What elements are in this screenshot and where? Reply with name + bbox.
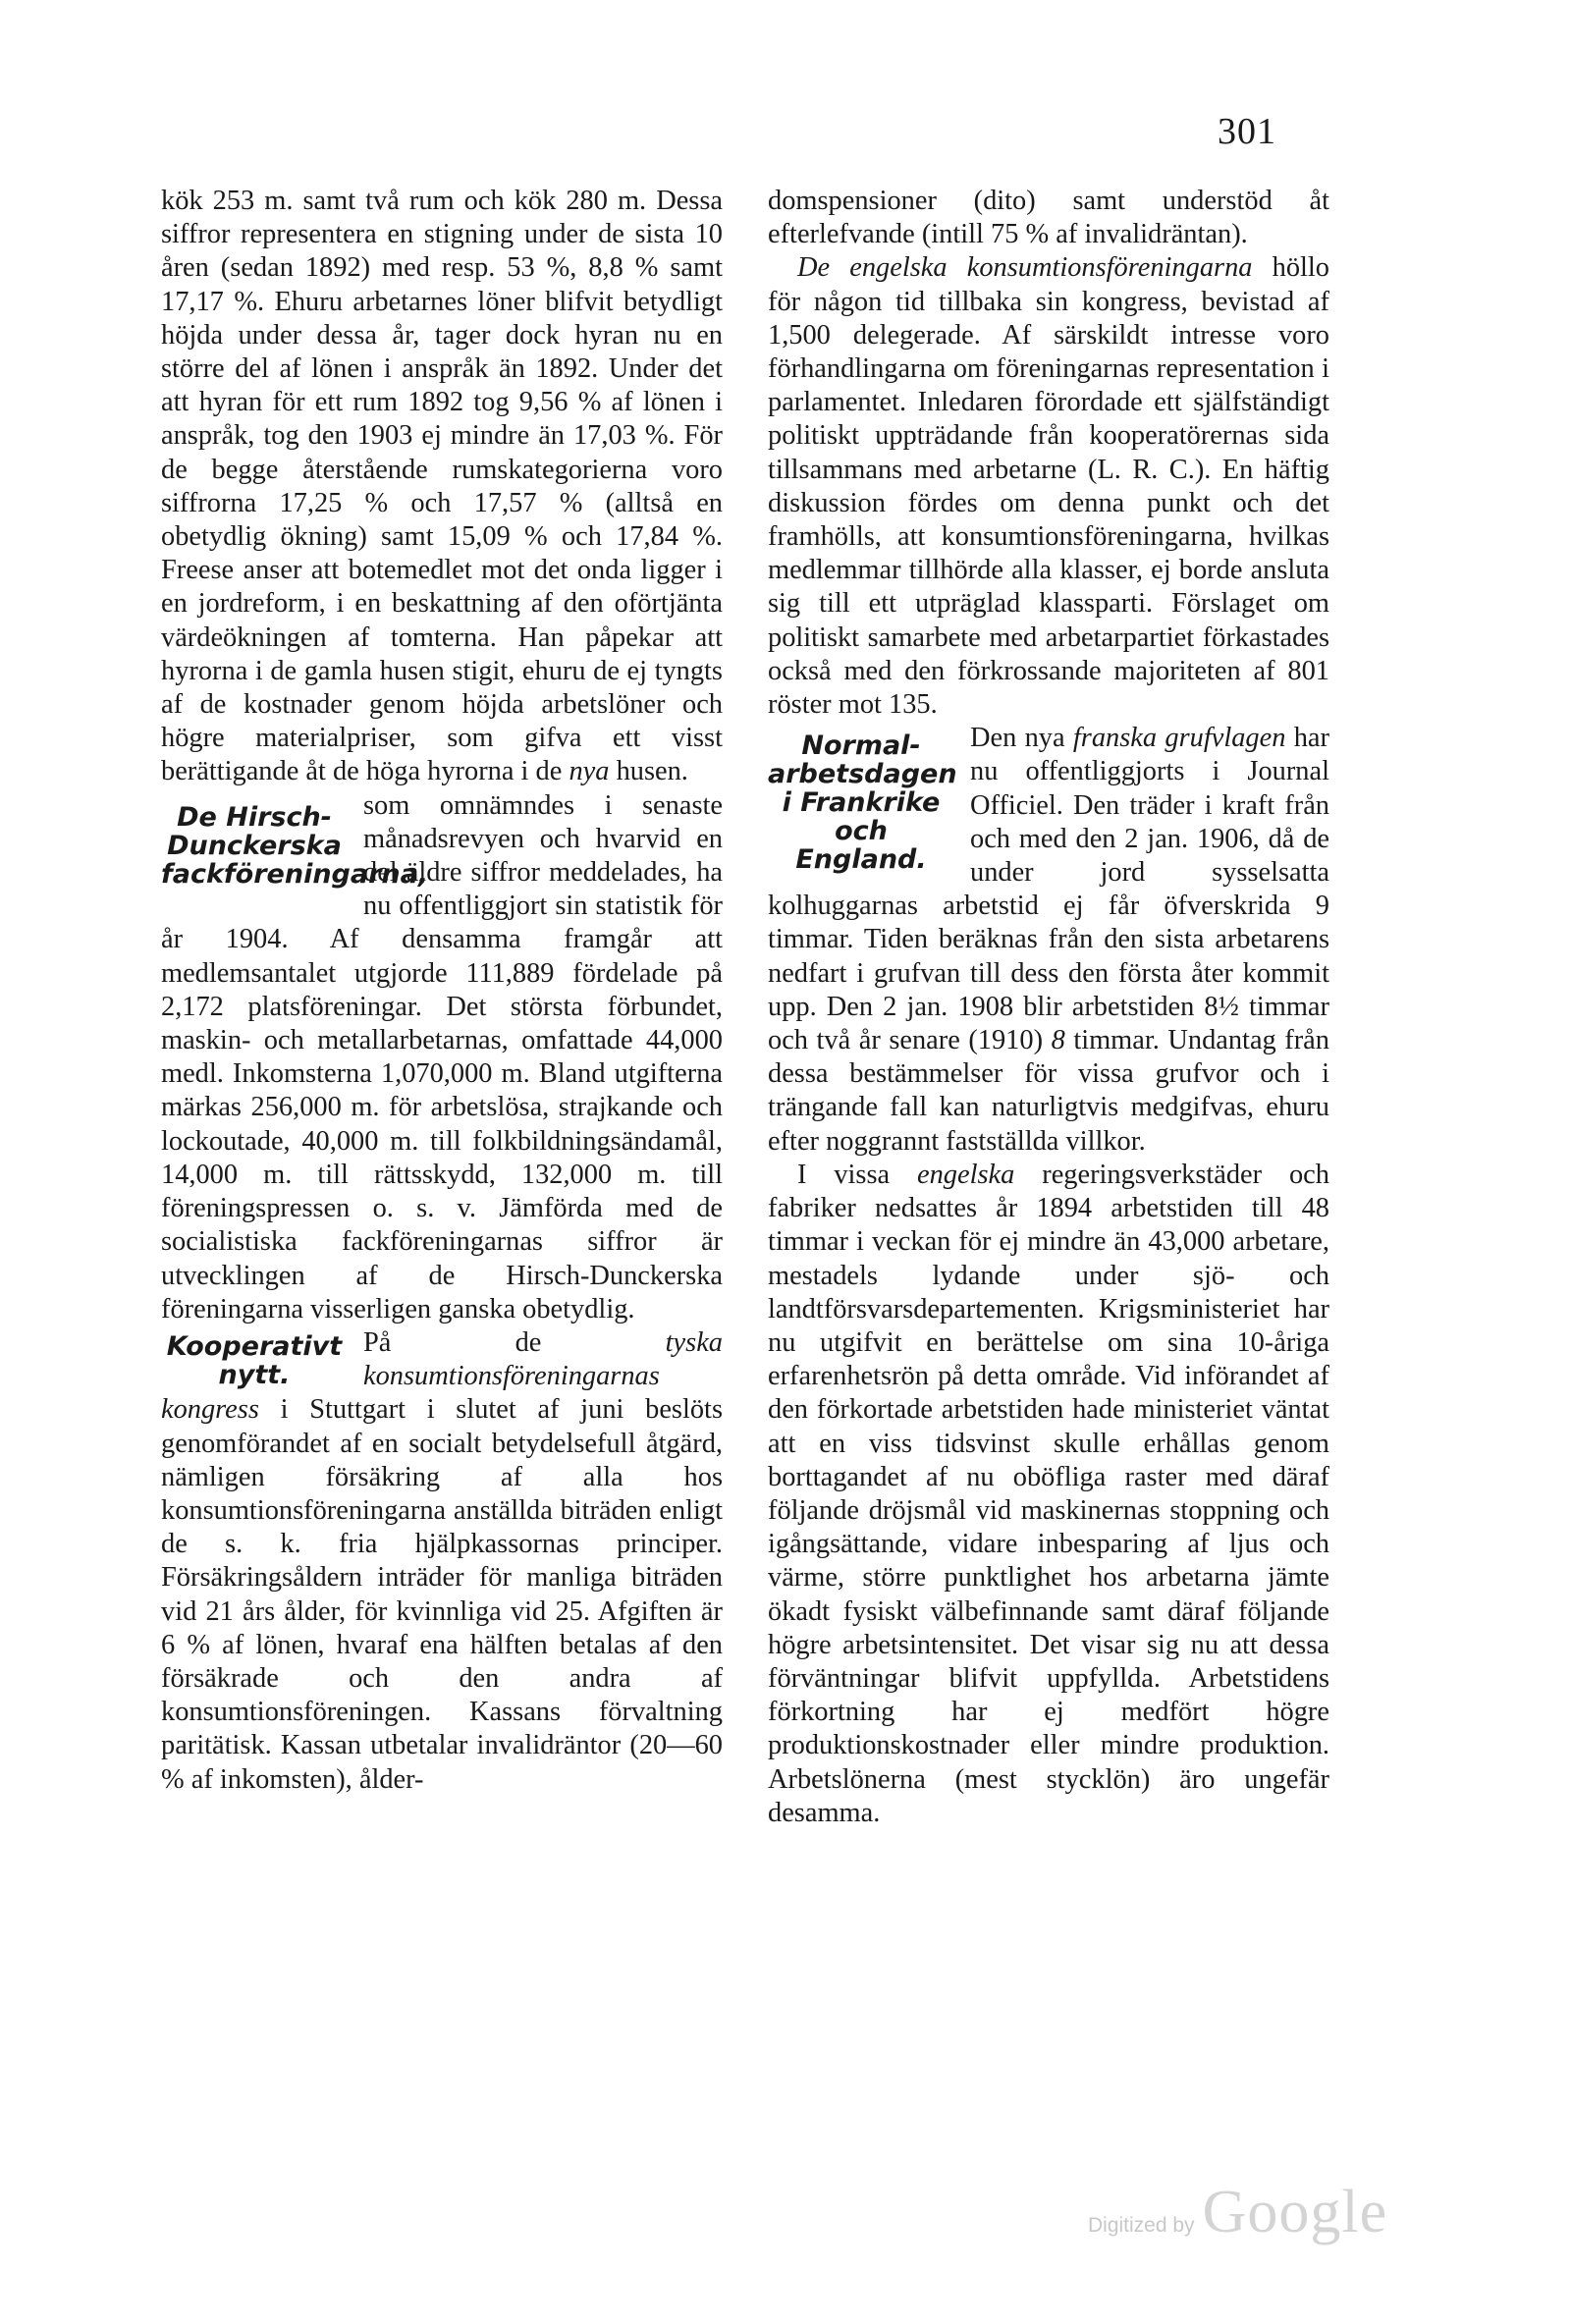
- right-column: [768, 185, 1329, 1830]
- paragraph: domspensioner (dito) samt understöd åt efterlefvande (intill 75 % af invalidräntan).: [768, 186, 1329, 250]
- google-logo: Google: [1202, 2179, 1388, 2245]
- paragraph: kök 253 m. samt två rum och kök 280 m. Dessa siffror representera en stigning under de sista 10 åren (sedan 1892) med resp. 53 %, 8,8 % samt 17,17 %. Ehuru arbetarnes löner blifvit betydligt höjda under dessa år, tager dock hyran nu en större del af lönen i anspråk än 1892. Under det att hyran för ett rum 1892 tog 9,56 % af lönen i anspråk, tog den 1903 ej mindre än 17,03 %. För de begge återstående rumskategorierna voro siffrorna 17,25 % och 17,57 % (alltså en obetydlig ökning) samt 15,09 % och 17,84 %. Freese anser att botemedlet mot det onda ligger i en jordreform, i en beskattning af den oförtjänta värdeökningen af tomterna. Han påpekar att hyrorna i de gamla husen stigit, ehuru de ej tyngts af de kostnader genom höjda arbetslöner och högre materialpriser, som gifva ett visst berättigande åt de höga hyrorna i de nya husen.: [161, 186, 723, 787]
- side-heading-normalarbetsdagen: Normal-arbetsdagen i Frankrike och England.: [768, 730, 957, 876]
- paragraph: som omnämndes i senaste månadsrevyen och hvarvid en del äldre siffror meddelades, ha nu offentliggjort sin statistik för år 1904. Af densamma framgår att medlemsantalet utgjorde 111,889 fördelade på 2,172 platsföreningar. Det största förbundet, maskin- och metallarbetarnas, omfattade 44,000 medl. Inkomsterna 1,070,000 m. Bland utgifterna märkas 256,000 m. för arbetslösa, strajkande och lockoutade, 40,000 m. till folkbildningsändamål, 14,000 m. till rättsskydd, 132,000 m. till föreningspressen o. s. v. Jämförda med de socialistiska fackföreningarnas siffror är utvecklingen af de Hirsch-Dunckerska föreningarna visserligen ganska obetydlig.: [161, 789, 723, 1324]
- paragraph: De engelska konsumtionsföreningarna höllo för någon tid tillbaka sin kongress, bevistad af 1,500 delegerade. Af särskildt intresse voro förhandlingarna om föreningarnas representation i parlamentet. Inledaren förordade ett själfständigt politiskt uppträdande från kooperatörernas sida tillsammans med arbetarne (L. R. C.). En häftig diskussion fördes om denna punkt och det framhölls, att konsumtionsföreningarna, hvilkas medlemmar tillhörde alla klasser, ej borde ansluta sig till ett utpräglad klassparti. Förslaget om politiskt samarbete med arbetarpartiet förkastades också med den förkrossande majoriteten af 801 röster mot 135.: [768, 252, 1329, 721]
- side-heading-hirsch-duncker: De Hirsch-Dunckerska fackföreningarna,: [161, 801, 429, 890]
- digitized-label: Digitized by: [1088, 2214, 1195, 2237]
- paragraph: I vissa engelska regeringsverkstäder och fabriker nedsattes år 1894 arbetstiden till 48 timmar i veckan för ej mindre än 43,000 arbetare, mestadels lydande under sjö- och landtförsvarsdepartementen. Krigsministeriet har nu utgifvit en berättelse om sina 10-åriga erfarenhetsrön på detta område. Vid införandet af den förkortade arbetstiden hade ministeriet väntat att en viss tidsvinst skulle erhållas genom borttagandet af nu oböfliga raster med däraf följande dröjsmål vid maskinernas stoppning och igångsättande, vidare inbesparing af ljus och värme, större punktlighet hos arbetarna jämte ökadt fysiskt välbefinnande samt däraf följande högre arbetsintensitet. Det visar sig nu att dessa förväntningar blifvit uppfyllda. Arbetstidens förkortning har ej medfört högre produktionskostnader eller mindre produktion. Arbetslönerna (mest stycklön) äro ungefär desamma.: [768, 1159, 1329, 1828]
- left-column: [161, 185, 723, 1797]
- paragraph: På de tyska konsumtionsföreningarnas kongress i Stuttgart i slutet af juni beslöts genomförandet af en socialt betydelsefull åtgärd, nämligen försäkring af alla hos konsumtionsföreningarna anställda biträden enligt de s. k. fria hjälpkassornas principer. Försäkringsåldern inträder för manliga biträden vid 21 års ålder, för kvinnliga vid 25. Afgiften är 6 % af lönen, hvaraf ena hälften betalas af den försäkrade och den andra af konsumtionsföreningen. Kassans förvaltning paritätisk. Kassan utbetalar invalidräntor (20—60 % af inkomsten), ålder-: [161, 1326, 723, 1795]
- side-heading-kooperativt: Kooperativt nytt.: [166, 1330, 343, 1390]
- paragraph: Den nya franska grufvlagen har nu offentliggjorts i Journal Officiel. Den träder i kraft från och med den 2 jan. 1906, då de under jord sysselsatta kolhuggarnas arbetstid ej får öfverskrida 9 timmar. Tiden beräknas från den sista arbetarens nedfart i grufvan till dess den första åter kommit upp. Den 2 jan. 1908 blir arbetstiden 8½ timmar och två år senare (1910) 8 timmar. Undantag från dessa bestämmelser för vissa grufvor och i trängande fall kan naturligtvis medgifvas, ehuru efter noggrannt fastställda villkor.: [768, 723, 1329, 1157]
- digitized-by-google-watermark: [1088, 2178, 1387, 2247]
- page-number: 301: [1218, 111, 1276, 152]
